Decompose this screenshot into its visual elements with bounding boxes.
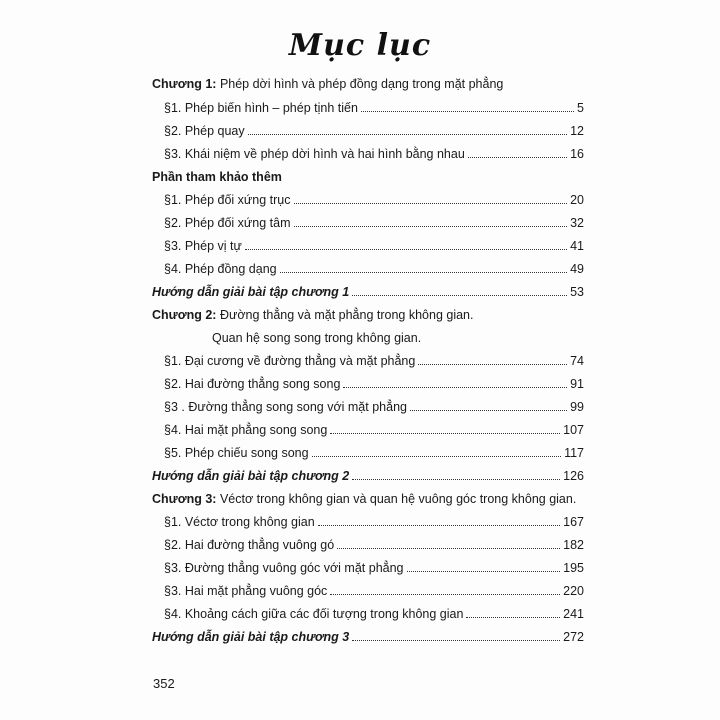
toc-entry	[164, 186, 584, 208]
chapter-2-title: Đường thẳng và mặt phẳng trong không gian.	[216, 308, 474, 322]
toc-entry-label: §3. Phép vị tự	[164, 239, 242, 253]
dot-leader	[280, 272, 567, 273]
chapter-2-prefix: Chương 2:	[152, 308, 217, 322]
toc-entry	[164, 554, 584, 576]
guide-entry-page: 272	[563, 630, 584, 644]
guide-entry-label: Hướng dẫn giải bài tập chương 3	[152, 630, 350, 644]
toc-entry-label: §5. Phép chiếu song song	[164, 446, 309, 460]
toc-entry-label: §4. Phép đồng dạng	[164, 262, 277, 276]
dot-leader	[468, 157, 567, 158]
guide-entry-page: 53	[570, 285, 584, 299]
toc-entry-page: 107	[563, 423, 584, 437]
toc-entry-page: 91	[570, 377, 584, 391]
chapter-3-heading	[152, 485, 576, 507]
toc-entry-page: 117	[564, 446, 584, 460]
toc-entry-label: §2. Hai đường thẳng vuông gó	[164, 538, 335, 552]
toc-entry-label: §4. Hai mặt phẳng song song	[164, 423, 328, 437]
dot-leader	[352, 479, 560, 480]
guide-entry	[152, 623, 584, 645]
chapter-1-title: Phép dời hình và phép đồng dạng trong mặt phẳng	[216, 77, 504, 91]
toc-entry-label: §3. Đường thẳng vuông góc với mặt phẳng	[164, 561, 404, 575]
reference-heading: Phần tham khảo thêm	[152, 170, 282, 184]
dot-leader	[330, 433, 560, 434]
dot-leader	[352, 295, 567, 296]
toc-entry	[164, 370, 584, 392]
toc-entry-page: 99	[570, 400, 584, 414]
toc-entry-page: 167	[563, 515, 584, 529]
toc-entry	[164, 255, 584, 277]
toc-entry	[164, 508, 584, 530]
toc-entry-label: §1. Phép biến hình – phép tịnh tiến	[164, 101, 358, 115]
toc-entry	[164, 209, 584, 231]
chapter-2-heading	[152, 301, 473, 323]
dot-leader	[248, 134, 567, 135]
toc-entry-label: §2. Hai đường thẳng song song	[164, 377, 341, 391]
dot-leader	[466, 617, 560, 618]
toc-entry-label: §4. Khoảng cách giữa các đối tượng trong không gian	[164, 607, 464, 621]
chapter-3-title: Véctơ trong không gian và quan hệ vuông góc trong không gian.	[216, 492, 577, 506]
toc-entry-page: 49	[570, 262, 584, 276]
toc-entry-label: §1. Phép đối xứng trục	[164, 193, 291, 207]
toc-entry-label: §3. Hai mặt phẳng vuông góc	[164, 584, 328, 598]
toc-entry	[164, 416, 584, 438]
dot-leader	[318, 525, 560, 526]
toc-entry-page: 41	[570, 239, 584, 253]
toc-entry-page: 182	[563, 538, 584, 552]
toc-entry	[164, 232, 584, 254]
toc-entry	[164, 531, 584, 553]
toc-entry-label: §2. Phép quay	[164, 124, 245, 138]
chapter-1-prefix: Chương 1:	[152, 77, 217, 91]
page-title: Mục lục	[288, 28, 432, 63]
dot-leader	[407, 571, 561, 572]
guide-entry	[152, 462, 584, 484]
chapter-2-heading-line2: Quan hệ song song trong không gian.	[212, 331, 422, 345]
toc-entry-page: 241	[563, 607, 584, 621]
toc-entry-label: §3 . Đường thẳng song song với mặt phẳng	[164, 400, 407, 414]
toc-entry	[164, 347, 584, 369]
dot-leader	[294, 203, 568, 204]
toc-entry-page: 12	[570, 124, 584, 138]
chapter-1-heading	[152, 70, 503, 92]
dot-leader	[294, 226, 568, 227]
toc-entry-page: 20	[570, 193, 584, 207]
toc-entry	[164, 140, 584, 162]
dot-leader	[245, 249, 567, 250]
dot-leader	[312, 456, 562, 457]
toc-entry-page: 16	[570, 147, 584, 161]
toc-entry-label: §1. Đại cương về đường thẳng và mặt phẳng	[164, 354, 416, 368]
toc-entry-page: 195	[563, 561, 584, 575]
dot-leader	[343, 387, 567, 388]
toc-entry	[164, 439, 584, 461]
toc-entry	[164, 577, 584, 599]
toc-entry-page: 220	[563, 584, 584, 598]
toc-entry	[164, 600, 584, 622]
dot-leader	[410, 410, 567, 411]
guide-entry-label: Hướng dẫn giải bài tập chương 1	[152, 285, 350, 299]
toc-entry	[164, 117, 584, 139]
dot-leader	[337, 548, 560, 549]
dot-leader	[418, 364, 567, 365]
toc-entry	[164, 393, 584, 415]
toc-entry-page: 5	[577, 101, 584, 115]
toc-entry-page: 74	[570, 354, 584, 368]
dot-leader	[361, 111, 574, 112]
toc-entry-label: §2. Phép đối xứng tâm	[164, 216, 291, 230]
page-number: 352	[153, 676, 175, 691]
toc-entry-page: 32	[570, 216, 584, 230]
guide-entry	[152, 278, 584, 300]
toc-entry-label: §3. Khái niệm về phép dời hình và hai hình bằng nhau	[164, 147, 465, 161]
dot-leader	[330, 594, 560, 595]
guide-entry-page: 126	[563, 469, 584, 483]
dot-leader	[352, 640, 560, 641]
toc-entry	[164, 94, 584, 116]
guide-entry-label: Hướng dẫn giải bài tập chương 2	[152, 469, 350, 483]
toc-entry-label: §1. Véctơ trong không gian	[164, 515, 315, 529]
chapter-3-prefix: Chương 3:	[152, 492, 217, 506]
